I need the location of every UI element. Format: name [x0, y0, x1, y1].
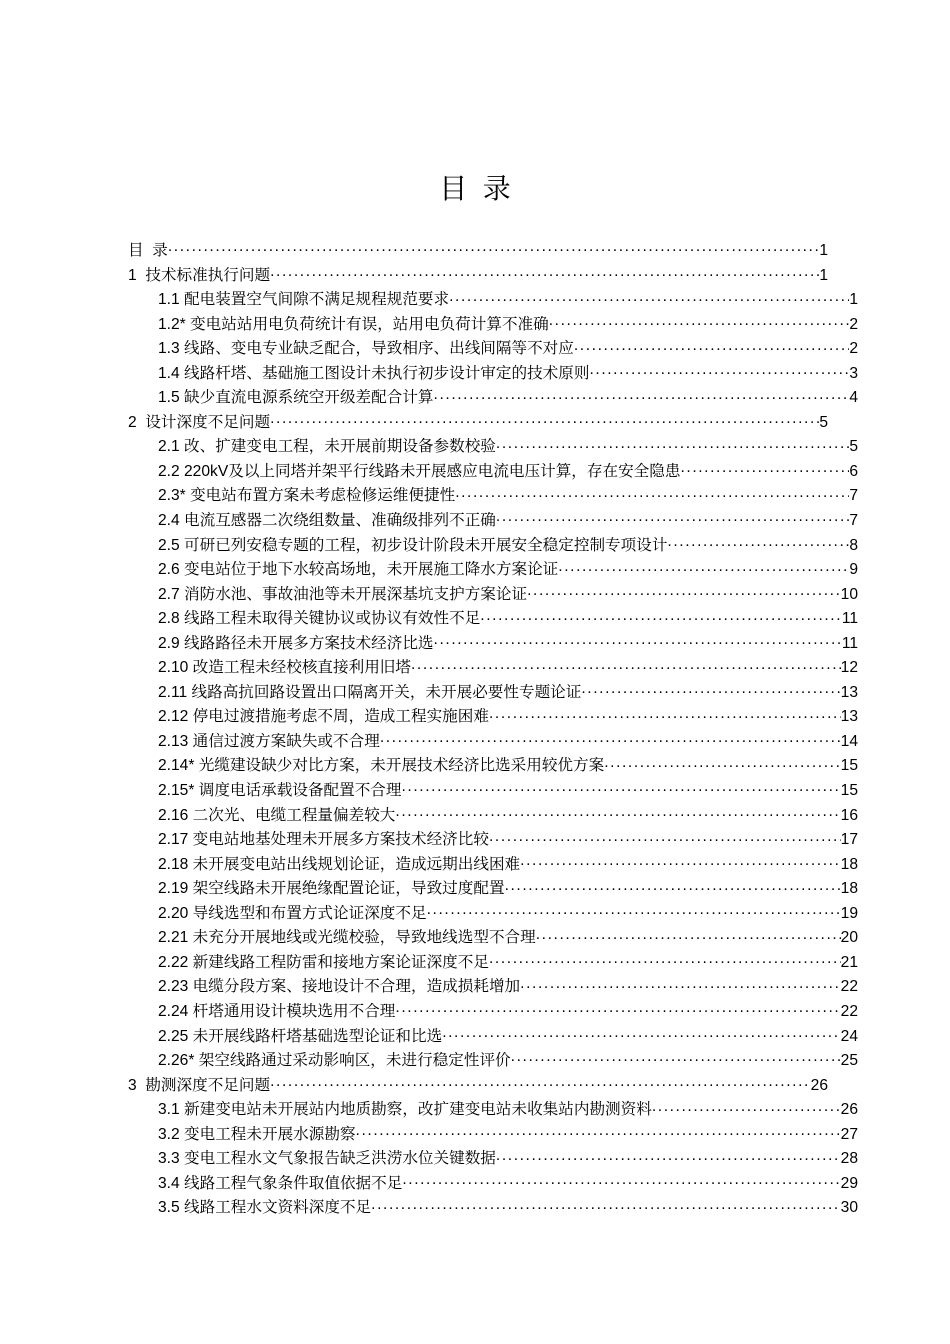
toc-dot-leader: [434, 632, 842, 648]
toc-entry-label: 3.3 变电工程水文气象报告缺乏洪涝水位关键数据: [158, 1150, 496, 1168]
toc-entry[interactable]: [128, 656, 858, 681]
toc-entry-label: 目 录: [128, 242, 168, 259]
toc-dot-leader: [480, 608, 842, 624]
toc-dot-leader: [356, 1123, 841, 1139]
toc-dot-leader: [270, 264, 819, 280]
toc-entry-page-number: 12: [840, 659, 858, 677]
toc-entry-page-number: 28: [840, 1150, 858, 1168]
toc-entry[interactable]: [128, 1025, 858, 1050]
toc-entry[interactable]: [128, 264, 828, 289]
toc-dot-leader: [496, 509, 849, 525]
toc-entry[interactable]: [128, 1000, 858, 1025]
toc-entry[interactable]: [128, 386, 858, 411]
toc-entry-label: 2.7 消防水池、事故油池等未开展深基坑支护方案论证: [158, 585, 528, 603]
toc-entry-label: 2.20 导线选型和布置方式论证深度不足: [158, 904, 427, 922]
toc-dot-leader: [581, 681, 840, 697]
toc-dot-leader: [402, 1172, 840, 1188]
toc-entry-label: 2.25 未开展线路杆塔基础选型论证和比选: [158, 1027, 443, 1045]
toc-dot-leader: [380, 730, 841, 746]
toc-entry[interactable]: [128, 877, 858, 902]
toc-entry-label: 3.5 线路工程水文资料深度不足: [158, 1199, 372, 1217]
toc-entry[interactable]: [128, 313, 858, 338]
toc-entry-label: 2.23 电缆分段方案、接地设计不合理，造成损耗增加: [158, 978, 521, 996]
toc-dot-leader: [455, 485, 849, 501]
toc-entry-page-number: 21: [840, 953, 858, 971]
toc-entry-label: 2.6 变电站位于地下水较高场地，未开展施工降水方案论证: [158, 561, 559, 579]
toc-entry-label: 2.17 变电站地基处理未开展多方案技术经济比较: [158, 831, 489, 849]
toc-entry[interactable]: [128, 828, 858, 853]
toc-entry[interactable]: [128, 362, 858, 387]
toc-entry-page-number: 26: [810, 1076, 828, 1094]
toc-entry[interactable]: [128, 460, 858, 485]
toc-dot-leader: [511, 1049, 841, 1065]
toc-entry-label: 2.2 220kV及以上同塔并架平行线路未开展感应电流电压计算，存在安全隐患: [158, 462, 681, 480]
toc-dot-leader: [527, 583, 841, 599]
toc-entry-label: 1.1 配电装置空气间隙不满足规程规范要求: [158, 291, 450, 309]
toc-entry-label: 2.15* 调度电话承载设备配置不合理: [158, 782, 402, 800]
toc-dot-leader: [371, 1197, 841, 1213]
toc-entry-label: 2.24 杆塔通用设计模块选用不合理: [158, 1002, 396, 1020]
toc-entry[interactable]: [128, 804, 858, 829]
toc-entry-page-number: 2: [849, 315, 858, 333]
toc-entry-page-number: 14: [840, 732, 858, 750]
toc-dot-leader: [442, 1025, 840, 1041]
toc-entry-page-number: 5: [819, 413, 828, 431]
toc-entry-page-number: 3: [849, 364, 858, 382]
toc-entry-page-number: 30: [840, 1199, 858, 1217]
toc-entry-page-number: 16: [840, 806, 858, 824]
toc-entry-page-number: 11: [841, 634, 858, 652]
toc-entry-label: 2.14* 光缆建设缺少对比方案，未开展技术经济比选采用较优方案: [158, 757, 605, 775]
toc-entry[interactable]: [128, 337, 858, 362]
toc-entry[interactable]: [128, 975, 858, 1000]
toc-dot-leader: [558, 559, 849, 575]
toc-entry-page-number: 22: [840, 1002, 858, 1020]
toc-entry[interactable]: [128, 681, 858, 706]
toc-entry-page-number: 19: [840, 904, 858, 922]
toc-entry[interactable]: [128, 902, 858, 927]
toc-dot-leader: [489, 706, 841, 722]
toc-entry-page-number: 6: [849, 462, 858, 480]
toc-entry-label: 2.18 未开展变电站出线规划论证，造成远期出线困难: [158, 855, 521, 873]
toc-dot-leader: [395, 1000, 840, 1016]
toc-dot-leader: [520, 853, 840, 869]
toc-entry-label: 2.8 线路工程未取得关键协议或协议有效性不足: [158, 610, 481, 628]
toc-entry[interactable]: [128, 583, 858, 608]
toc-entry-page-number: 18: [840, 855, 858, 873]
toc-entry-page-number: 7: [849, 487, 858, 505]
toc-dot-leader: [589, 362, 849, 378]
toc-entry[interactable]: [128, 1098, 858, 1123]
toc-entry-label: 2.22 新建线路工程防雷和接地方案论证深度不足: [158, 953, 489, 971]
toc-entry-page-number: 15: [840, 757, 858, 775]
toc-entry-page-number: 17: [840, 831, 858, 849]
toc-entry-label: 1.2* 变电站站用电负荷统计有误，站用电负荷计算不准确: [158, 315, 549, 333]
toc-entry[interactable]: [128, 1147, 858, 1172]
toc-entry-page-number: 29: [840, 1174, 858, 1192]
toc-entry[interactable]: [128, 779, 858, 804]
toc-entry-page-number: 1: [819, 242, 828, 259]
toc-entry[interactable]: [128, 951, 858, 976]
toc-entry-page-number: 20: [840, 929, 858, 947]
toc-entry[interactable]: [128, 1196, 858, 1221]
toc-dot-leader: [496, 1148, 841, 1164]
toc-entry[interactable]: [128, 853, 858, 878]
toc-entry-page-number: 13: [840, 708, 858, 726]
toc-entry-label: 2.5 可研已列安稳专题的工程，初步设计阶段未开展安全稳定控制专项设计: [158, 536, 668, 554]
toc-dot-leader: [427, 902, 841, 918]
toc-entry-page-number: 7: [849, 512, 858, 530]
toc-entry-label: 2.12 停电过渡措施考虑不周，造成工程实施困难: [158, 708, 489, 726]
toc-entry[interactable]: [128, 534, 858, 559]
toc-entry-page-number: 11: [841, 610, 858, 628]
toc-entry-label: 2.26* 架空线路通过采动影响区，未进行稳定性评价: [158, 1052, 511, 1070]
toc-entry-page-number: 27: [840, 1125, 858, 1143]
toc-entry[interactable]: [128, 435, 858, 460]
toc-dot-leader: [489, 829, 841, 845]
toc-entry[interactable]: [128, 1172, 858, 1197]
toc-entry[interactable]: [128, 730, 858, 755]
toc-entry-page-number: 25: [840, 1052, 858, 1070]
toc-dot-leader: [489, 951, 841, 967]
toc-dot-leader: [449, 289, 849, 305]
toc-entry[interactable]: [128, 239, 828, 264]
toc-entry-label: 2.3* 变电站布置方案未考虑检修运维便捷性: [158, 487, 456, 505]
toc-entry-page-number: 15: [840, 782, 858, 800]
toc-dot-leader: [520, 976, 840, 992]
toc-entry-page-number: 8: [849, 536, 858, 554]
toc-entry-page-number: 1: [849, 291, 858, 309]
toc-entry-label: 2.19 架空线路未开展绝缘配置论证，导致过度配置: [158, 880, 505, 898]
toc-entry-label: 2.4 电流互感器二次绕组数量、准确级排列不正确: [158, 512, 496, 530]
toc-entry-label: 2.10 改造工程未经校核直接利用旧塔: [158, 659, 411, 677]
toc-entry[interactable]: [128, 1049, 858, 1074]
toc-entry-label: 3.1 新建变电站未开展站内地质勘察，改扩建变电站未收集站内勘测资料: [158, 1101, 652, 1119]
toc-dot-leader: [574, 338, 849, 354]
toc-entry[interactable]: [128, 754, 858, 779]
toc-entry-page-number: 24: [840, 1027, 858, 1045]
toc-dot-leader: [395, 804, 840, 820]
toc-entry-page-number: 9: [849, 561, 858, 579]
toc-dot-leader: [549, 313, 850, 329]
toc-entry-page-number: 18: [840, 880, 858, 898]
toc-dot-leader: [168, 239, 819, 255]
toc-entry[interactable]: [128, 705, 858, 730]
toc-entry[interactable]: [128, 509, 858, 534]
toc-entry-label: 1.3 线路、变电专业缺乏配合，导致相序、出线间隔等不对应: [158, 340, 574, 358]
toc-dot-leader: [270, 411, 819, 427]
toc-entry-label: 3.2 变电工程未开展水源勘察: [158, 1125, 356, 1143]
toc-dot-leader: [401, 779, 840, 795]
page-title: 目 录: [439, 173, 511, 204]
toc-entry-page-number: 13: [840, 683, 858, 701]
table-of-contents: [128, 239, 858, 1221]
toc-entry[interactable]: [128, 926, 858, 951]
toc-dot-leader: [270, 1074, 811, 1090]
toc-entry[interactable]: [128, 632, 858, 657]
toc-entry-label: 2 设计深度不足问题: [128, 413, 271, 431]
toc-entry-page-number: 10: [840, 585, 858, 603]
toc-entry[interactable]: [128, 607, 858, 632]
toc-dot-leader: [434, 387, 850, 403]
toc-dot-leader: [496, 436, 849, 452]
toc-entry[interactable]: [128, 484, 858, 509]
toc-entry-page-number: 4: [849, 389, 858, 407]
toc-entry-label: 2.11 线路高抗回路设置出口隔离开关，未开展必要性专题论证: [158, 683, 582, 701]
toc-entry-label: 2.16 二次光、电缆工程量偏差较大: [158, 806, 396, 824]
toc-entry-page-number: 2: [849, 340, 858, 358]
toc-entry-label: 2.1 改、扩建变电工程，未开展前期设备参数校验: [158, 438, 496, 456]
toc-entry[interactable]: [128, 288, 858, 313]
toc-dot-leader: [667, 534, 849, 550]
toc-entry-label: 1.4 线路杆塔、基础施工图设计未执行初步设计审定的技术原则: [158, 364, 590, 382]
toc-dot-leader: [536, 927, 841, 943]
toc-entry-label: 3.4 线路工程气象条件取值依据不足: [158, 1174, 403, 1192]
toc-entry-page-number: 1: [819, 266, 828, 284]
toc-entry-label: 2.13 通信过渡方案缺失或不合理: [158, 732, 380, 750]
toc-dot-leader: [680, 460, 849, 476]
toc-entry[interactable]: [128, 1074, 828, 1099]
toc-dot-leader: [604, 755, 840, 771]
toc-entry-page-number: 22: [840, 978, 858, 996]
toc-entry[interactable]: [128, 558, 858, 583]
toc-entry-label: 3 勘测深度不足问题: [128, 1076, 271, 1094]
toc-dot-leader: [411, 657, 841, 673]
toc-entry-page-number: 26: [840, 1101, 858, 1119]
toc-entry-label: 2.21 未充分开展地线或光缆校验，导致地线选型不合理: [158, 929, 536, 947]
toc-entry-label: 1 技术标准执行问题: [128, 266, 271, 284]
toc-entry-label: 1.5 缺少直流电源系统空开级差配合计算: [158, 389, 434, 407]
toc-entry-label: 2.9 线路路径未开展多方案技术经济比选: [158, 634, 434, 652]
toc-entry-page-number: 5: [849, 438, 858, 456]
toc-entry[interactable]: [128, 411, 828, 436]
toc-dot-leader: [652, 1099, 841, 1115]
toc-dot-leader: [505, 878, 841, 894]
toc-entry[interactable]: [128, 1123, 858, 1148]
